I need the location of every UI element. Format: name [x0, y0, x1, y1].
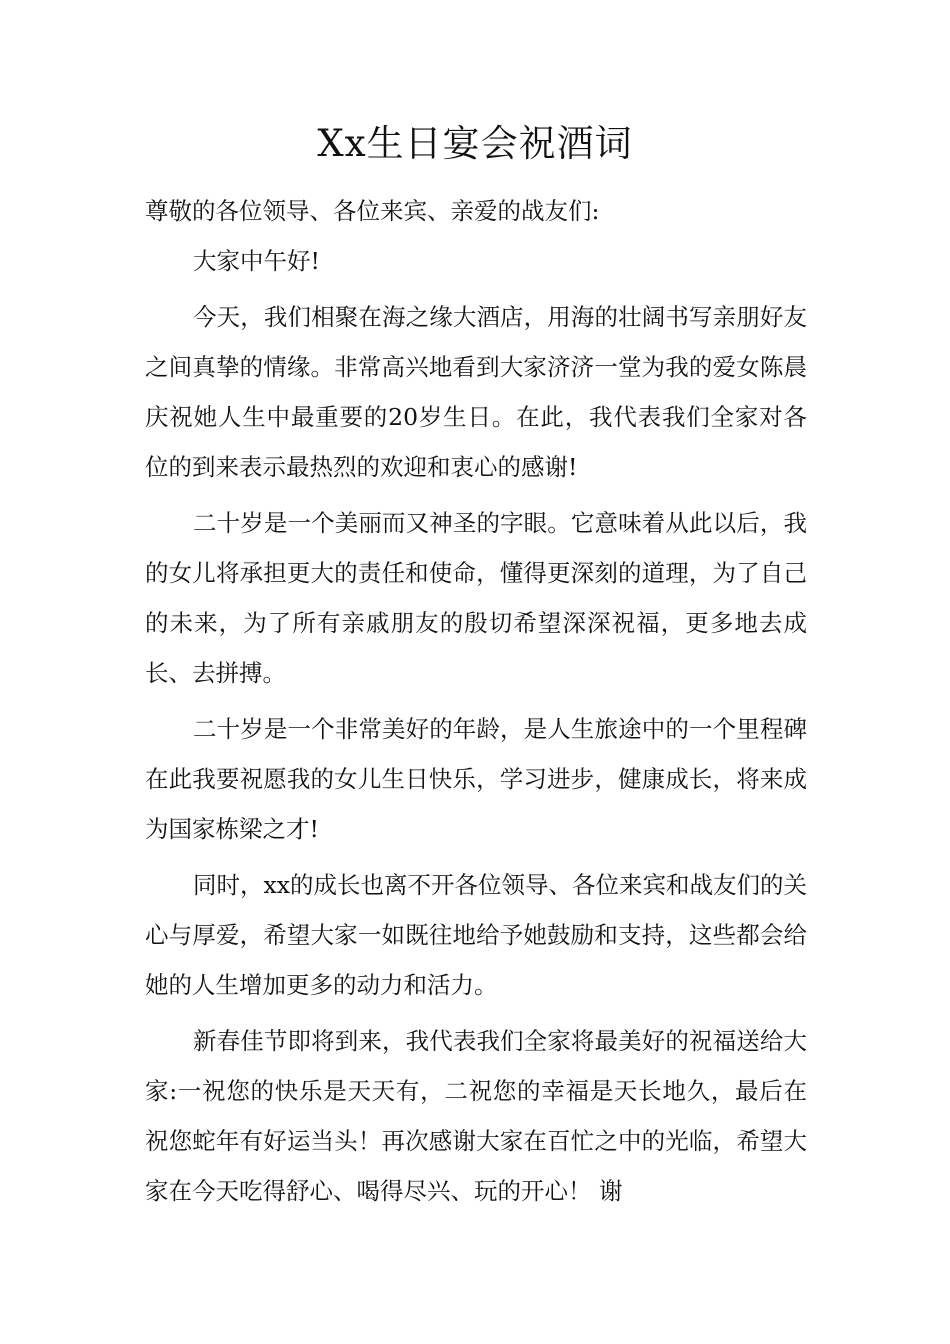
paragraph-birthday-wish: 二十岁是一个非常美好的年龄，是人生旅途中的一个里程碑在此我要祝愿我的女儿生日快乐，学习进步，健康成长，将来成为国家栋梁之才! [145, 715, 807, 843]
paragraph-greeting: 大家中午好! [193, 247, 320, 275]
paragraph-twenty-meaning: 二十岁是一个美丽而又神圣的字眼。它意味着从此以后，我的女儿将承担更大的责任和使命，懂得更深刻的道理，为了自己的未来，为了所有亲戚朋友的殷切希望深深祝福，更多地去成长、去拼搏。 [145, 509, 807, 687]
paragraph-thanks-guests: 同时，xx的成长也离不开各位领导、各位来宾和战友们的关心与厚爱，希望大家一如既往地给予她鼓励和支持，这些都会给她的人生增加更多的动力和活力。 [145, 871, 808, 999]
salutation: 尊敬的各位领导、各位来宾、亲爱的战友们: [145, 197, 600, 225]
paragraph-welcome: 今天，我们相聚在海之缘大酒店，用海的壮阔书写亲朋好友之间真挚的情缘。非常高兴地看到大家济济一堂为我的爱女陈晨庆祝她人生中最重要的20岁生日。在此，我代表我们全家对各位的到来表示最热烈的欢迎和衷心的感谢! [145, 303, 807, 481]
document-title: Xx生日宴会祝酒词 [317, 122, 633, 165]
paragraph-new-year-wishes: 新春佳节即将到来，我代表我们全家将最美好的祝福送给大家:一祝您的快乐是天天有，二祝您的幸福是天长地久，最后在祝您蛇年有好运当头！再次感谢大家在百忙之中的光临，希望大家在今天吃得舒心、喝得尽兴、玩的开心！ 谢 [145, 1027, 807, 1205]
document-body [145, 186, 807, 1216]
